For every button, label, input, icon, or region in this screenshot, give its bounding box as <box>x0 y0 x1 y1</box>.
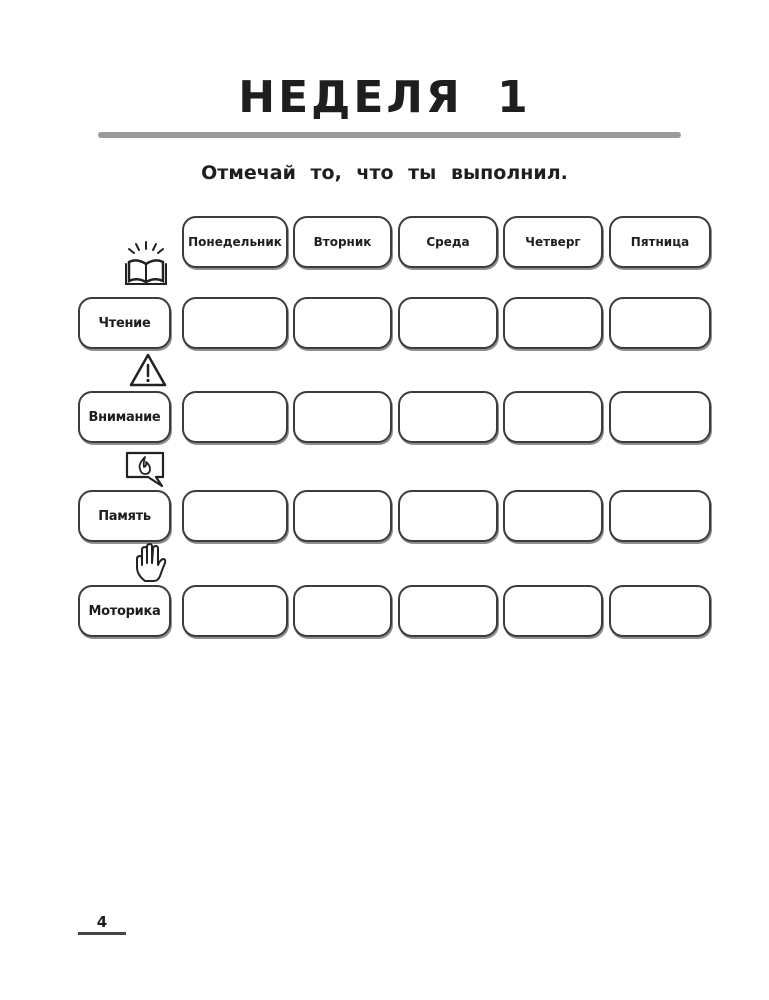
row-label-reading: Чтение <box>78 297 171 349</box>
checkbox-attention-wednesday[interactable] <box>398 391 498 443</box>
day-header-tuesday: Вторник <box>293 216 392 268</box>
checkbox-motor-tuesday[interactable] <box>293 585 392 637</box>
hand-icon <box>132 542 172 584</box>
checkbox-motor-thursday[interactable] <box>503 585 603 637</box>
checkbox-attention-friday[interactable] <box>609 391 711 443</box>
checkbox-attention-thursday[interactable] <box>503 391 603 443</box>
speech-bubble-flame-icon <box>122 449 168 489</box>
checkbox-motor-wednesday[interactable] <box>398 585 498 637</box>
checkbox-reading-wednesday[interactable] <box>398 297 498 349</box>
row-label-motor-skills: Моторика <box>78 585 171 637</box>
row-label-memory: Память <box>78 490 171 542</box>
checkbox-memory-thursday[interactable] <box>503 490 603 542</box>
book-icon <box>120 238 172 290</box>
day-header-friday: Пятница <box>609 216 711 268</box>
row-label-attention: Внимание <box>78 391 171 443</box>
page-title: НЕДЕЛЯ 1 <box>238 72 531 123</box>
checkbox-attention-monday[interactable] <box>182 391 288 443</box>
page-number: 4 <box>96 913 108 931</box>
day-header-thursday: Четверг <box>503 216 603 268</box>
checkbox-memory-wednesday[interactable] <box>398 490 498 542</box>
checkbox-memory-tuesday[interactable] <box>293 490 392 542</box>
checkbox-reading-monday[interactable] <box>182 297 288 349</box>
checkbox-attention-tuesday[interactable] <box>293 391 392 443</box>
instruction-text: Отмечай то, что ты выполнил. <box>201 162 568 184</box>
day-header-monday: Понедельник <box>182 216 288 268</box>
checkbox-reading-thursday[interactable] <box>503 297 603 349</box>
title-divider <box>98 132 681 138</box>
checkbox-motor-friday[interactable] <box>609 585 711 637</box>
warning-triangle-icon <box>128 352 168 388</box>
checkbox-reading-friday[interactable] <box>609 297 711 349</box>
checkbox-memory-monday[interactable] <box>182 490 288 542</box>
checkbox-memory-friday[interactable] <box>609 490 711 542</box>
checkbox-motor-monday[interactable] <box>182 585 288 637</box>
page-number-underline <box>78 932 126 935</box>
checkbox-reading-tuesday[interactable] <box>293 297 392 349</box>
day-header-wednesday: Среда <box>398 216 498 268</box>
